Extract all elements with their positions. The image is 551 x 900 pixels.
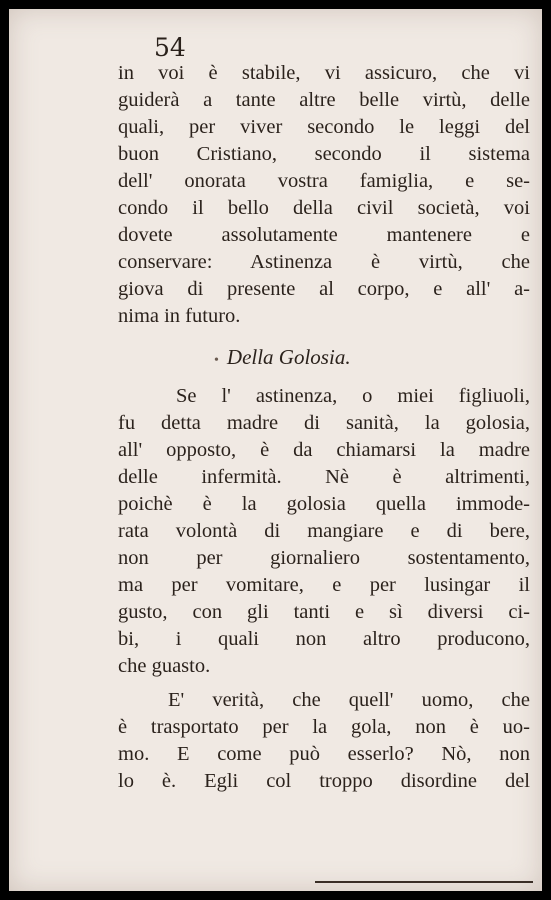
text-line: all' opposto, è da chiamarsi la madre	[118, 439, 530, 461]
text-line: non per giornaliero sostentamento,	[118, 547, 530, 569]
text-line: buon Cristiano, secondo il sistema	[118, 143, 530, 165]
book-page	[9, 9, 542, 891]
text-line: guiderà a tante altre belle virtù, delle	[118, 89, 530, 111]
text-line: delle infermità. Nè è altrimenti,	[118, 466, 530, 488]
text-line: è trasportato per la gola, non è uo-	[118, 716, 530, 738]
text-line: lo è. Egli col troppo disordine del	[118, 770, 530, 792]
text-line: nima in futuro.	[118, 305, 241, 327]
text-line: che guasto.	[118, 655, 211, 677]
text-line: poichè è la golosia quella immode-	[118, 493, 530, 515]
text-line: gusto, con gli tanti e sì diversi ci-	[118, 601, 530, 623]
paragraph-golosia	[118, 383, 530, 680]
text-line: ma per vomitare, e per lusingar il	[118, 574, 530, 596]
page-text	[118, 60, 530, 795]
page-number: 54	[154, 33, 186, 62]
text-line: bi, i quali non altro producono,	[118, 628, 530, 650]
text-line: dovete assolutamente mantenere e	[118, 224, 530, 246]
section-heading	[118, 343, 530, 371]
text-line: dell' onorata vostra famiglia, e se-	[118, 170, 530, 192]
text-line: rata volontà di mangiare e di bere,	[118, 520, 530, 542]
text-line: giova di presente al corpo, e all' a-	[118, 278, 530, 300]
text-line: E' verità, che quell' uomo, che	[168, 689, 530, 711]
text-line: fu detta madre di sanità, la golosia,	[118, 412, 530, 434]
heading-mark: •	[214, 353, 219, 368]
paragraph-verita	[118, 687, 530, 795]
text-line: mo. E come può esserlo? Nò, non	[118, 743, 530, 765]
text-line: condo il bello della civil società, voi	[118, 197, 530, 219]
text-line: Se l' astinenza, o miei figliuoli,	[176, 385, 530, 407]
section-heading-text: Della Golosia.	[226, 345, 351, 369]
intro-paragraph	[118, 60, 530, 330]
text-line: in voi è stabile, vi assicuro, che vi	[118, 62, 530, 84]
bottom-rule	[315, 881, 533, 883]
text-line: conservare: Astinenza è virtù, che	[118, 251, 530, 273]
text-line: quali, per viver secondo le leggi del	[118, 116, 530, 138]
